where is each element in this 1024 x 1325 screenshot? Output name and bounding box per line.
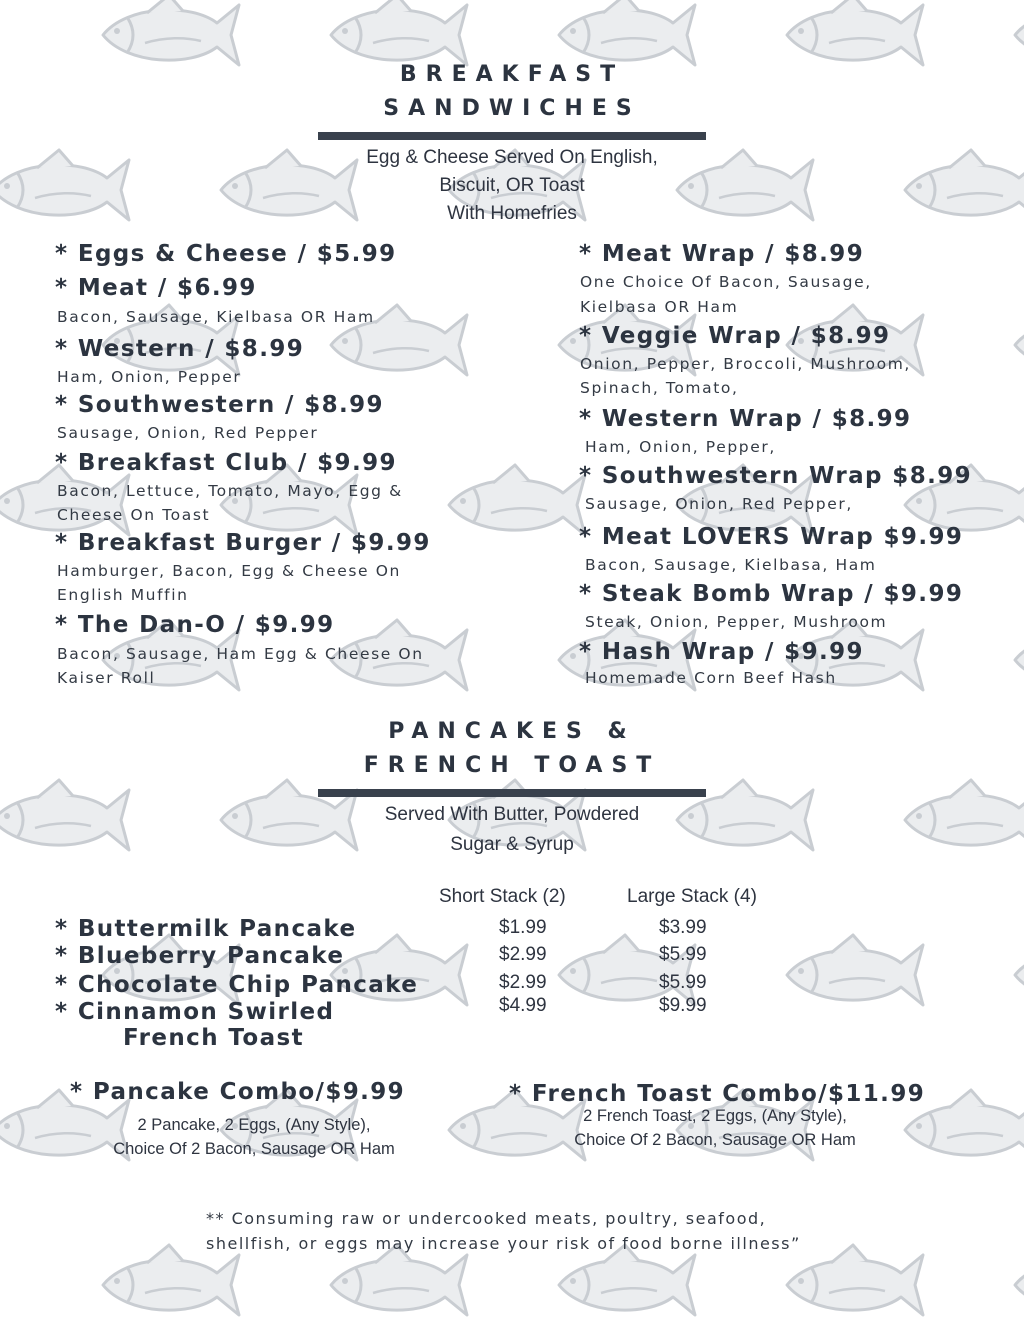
subtitle-line: With Homefries bbox=[447, 203, 577, 224]
menu-item-name: * Western / $8.99 bbox=[55, 336, 305, 362]
menu-item-name: * Southwestern Wrap $8.99 bbox=[579, 463, 973, 489]
menu-item-name: * Hash Wrap / $9.99 bbox=[579, 639, 864, 665]
pancakes-divider bbox=[318, 789, 706, 797]
subtitle-line: Biscuit, OR Toast bbox=[439, 175, 585, 196]
menu-item-name: * Southwestern / $8.99 bbox=[55, 392, 384, 418]
menu-item-desc: Spinach, Tomato, bbox=[580, 379, 739, 397]
menu-item-desc: Bacon, Sausage, Kielbasa, Ham bbox=[585, 556, 877, 574]
menu-item-name: * Western Wrap / $8.99 bbox=[579, 406, 912, 432]
menu-item-desc: Steak, Onion, Pepper, Mushroom bbox=[585, 613, 888, 631]
combo-desc-line: Choice Of 2 Bacon, Sausage OR Ham bbox=[113, 1140, 395, 1158]
disclaimer-line: shellfish, or eggs may increase your risk of food borne illness” bbox=[206, 1234, 801, 1253]
menu-item-desc: Bacon, Sausage, Ham Egg & Cheese On bbox=[57, 645, 424, 663]
menu-item-name: * Veggie Wrap / $8.99 bbox=[579, 323, 891, 349]
combo-desc-line: 2 French Toast, 2 Eggs, (Any Style), bbox=[583, 1107, 847, 1125]
pancake-item-name: * Chocolate Chip Pancake bbox=[55, 972, 419, 998]
short-stack-price: $4.99 bbox=[499, 995, 547, 1016]
menu-item-name: * Meat Wrap / $8.99 bbox=[579, 241, 865, 267]
large-stack-price: $5.99 bbox=[659, 944, 707, 965]
subtitle-line: Sugar & Syrup bbox=[450, 834, 574, 855]
breakfast-title-line2: SANDWICHES bbox=[383, 96, 641, 121]
menu-item-desc: Bacon, Lettuce, Tomato, Mayo, Egg & bbox=[57, 482, 403, 500]
menu-item-desc: English Muffin bbox=[57, 586, 189, 604]
menu-item-name: * Steak Bomb Wrap / $9.99 bbox=[579, 581, 964, 607]
menu-item-desc: Cheese On Toast bbox=[57, 506, 211, 524]
menu-item-desc: Sausage, Onion, Red Pepper, bbox=[585, 495, 853, 513]
disclaimer-line: ** Consuming raw or undercooked meats, poultry, seafood, bbox=[206, 1209, 767, 1228]
menu-item-desc: Hamburger, Bacon, Egg & Cheese On bbox=[57, 562, 401, 580]
pancakes-title-line1: PANCAKES & bbox=[388, 719, 636, 744]
menu-item-desc: Bacon, Sausage, Kielbasa OR Ham bbox=[57, 308, 375, 326]
pancake-item-name-continued: French Toast bbox=[123, 1025, 305, 1051]
large-stack-price: $9.99 bbox=[659, 995, 707, 1016]
short-stack-price: $1.99 bbox=[499, 917, 547, 938]
menu-item-desc: Kaiser Roll bbox=[57, 669, 156, 687]
pancake-item-name: * Buttermilk Pancake bbox=[55, 916, 357, 942]
menu-item-desc: Homemade Corn Beef Hash bbox=[585, 669, 837, 687]
menu-item-name: * Meat / $6.99 bbox=[55, 275, 257, 301]
menu-item-name: * Breakfast Club / $9.99 bbox=[55, 450, 397, 476]
menu-item-desc: Sausage, Onion, Red Pepper bbox=[57, 424, 319, 442]
subtitle-line: Served With Butter, Powdered bbox=[384, 804, 640, 825]
menu-item-name: * Eggs & Cheese / $5.99 bbox=[55, 241, 397, 267]
combo-desc-line: 2 Pancake, 2 Eggs, (Any Style), bbox=[137, 1116, 371, 1134]
pancake-combo-title: * Pancake Combo/$9.99 bbox=[70, 1079, 406, 1105]
french-toast-combo-desc bbox=[509, 1104, 921, 1152]
menu-item-desc: Ham, Onion, Pepper, bbox=[585, 438, 776, 456]
menu-item-desc: One Choice Of Bacon, Sausage, bbox=[580, 273, 872, 291]
short-stack-price: $2.99 bbox=[499, 972, 547, 993]
menu-item-name: * Meat LOVERS Wrap $9.99 bbox=[579, 524, 964, 550]
short-stack-price: $2.99 bbox=[499, 944, 547, 965]
breakfast-divider bbox=[318, 132, 706, 140]
menu-item-desc: Kielbasa OR Ham bbox=[580, 298, 739, 316]
menu-item-desc: Onion, Pepper, Broccoli, Mushroom, bbox=[580, 355, 911, 373]
large-stack-price: $5.99 bbox=[659, 972, 707, 993]
french-toast-combo-title: * French Toast Combo/$11.99 bbox=[509, 1081, 926, 1107]
pancake-item-name: * Cinnamon Swirled bbox=[55, 999, 335, 1025]
pancakes-title-line2: FRENCH TOAST bbox=[363, 753, 661, 778]
large-stack-price: $3.99 bbox=[659, 917, 707, 938]
breakfast-subtitle bbox=[0, 144, 1024, 228]
menu-item-name: * The Dan-O / $9.99 bbox=[55, 612, 335, 638]
column-header-short-stack: Short Stack (2) bbox=[439, 886, 566, 907]
menu-item-desc: Ham, Onion, Pepper bbox=[57, 368, 242, 386]
pancake-item-name: * Blueberry Pancake bbox=[55, 943, 345, 969]
subtitle-line: Egg & Cheese Served On English, bbox=[366, 147, 658, 168]
pancake-combo-desc bbox=[70, 1113, 438, 1161]
breakfast-title-line1: BREAKFAST bbox=[399, 62, 625, 87]
column-header-large-stack: Large Stack (4) bbox=[627, 886, 757, 907]
menu-item-name: * Breakfast Burger / $9.99 bbox=[55, 530, 431, 556]
pancakes-subtitle bbox=[0, 800, 1024, 860]
combo-desc-line: Choice Of 2 Bacon, Sausage OR Ham bbox=[574, 1131, 856, 1149]
